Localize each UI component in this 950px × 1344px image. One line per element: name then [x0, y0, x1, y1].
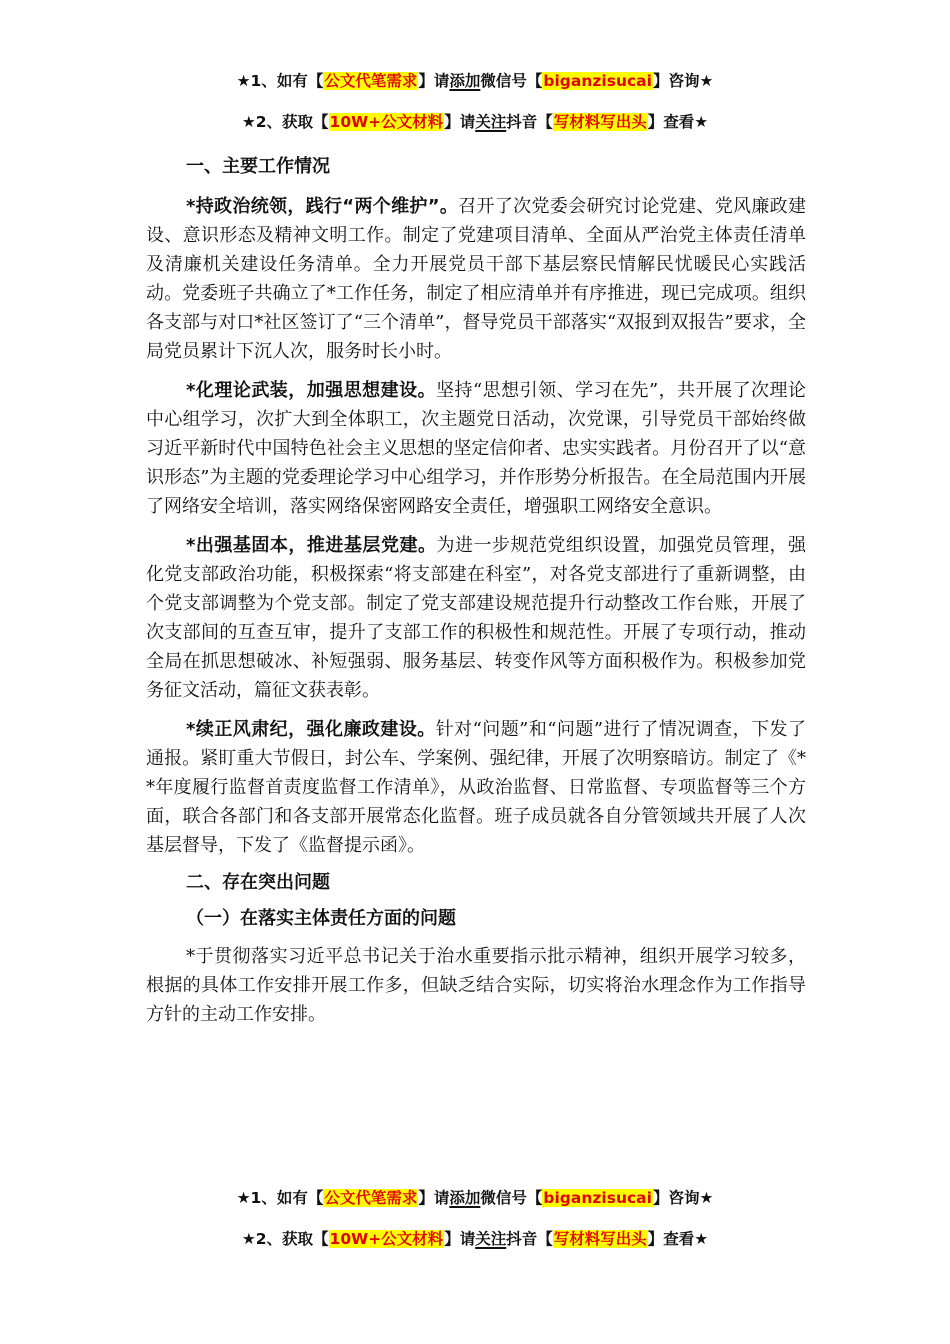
section-heading-1: 一、主要工作情况 — [186, 156, 330, 177]
paragraph-5: *于贯彻落实习近平总书记关于治水重要指示批示精神，组织开展学习较多，根据的具体工作安排开展工作多，但缺乏结合实际，切实将治水理念作为工作指导方针的主动工作安排。 — [146, 946, 806, 1025]
subsection-heading: （一）在落实主体责任方面的问题 — [186, 908, 456, 929]
section-heading-2: 二、存在突出问题 — [186, 872, 330, 893]
banner-text: ★1、如有【 — [236, 1189, 324, 1207]
banner-text: 】咨询★ — [652, 72, 714, 90]
paragraph-lead: *持政治统领，践行“两个维护”。 — [186, 196, 459, 217]
paragraph-lead: *出强基固本，推进基层党建。 — [186, 535, 437, 556]
highlight-douyin-id: 写材料写出头 — [553, 113, 647, 131]
promo-banner-top-2 — [0, 111, 950, 133]
banner-text: 】请 — [444, 1230, 476, 1248]
paragraph-3 — [146, 531, 806, 705]
paragraph-lead: *续正风肃纪，强化廉政建设。 — [186, 719, 436, 740]
underlined-follow: 关注 — [475, 1230, 507, 1248]
banner-text: 微信号【 — [480, 72, 543, 90]
highlight-ghostwriting: 公文代笔需求 — [324, 1189, 418, 1207]
highlight-wechat-id: biganzisucai — [543, 1189, 652, 1207]
banner-text: 】请 — [418, 72, 450, 90]
highlight-materials: 10W+公文材料 — [329, 113, 444, 131]
banner-text: ★2、获取【 — [241, 113, 329, 131]
underlined-add: 添加 — [449, 1189, 481, 1207]
highlight-ghostwriting: 公文代笔需求 — [324, 72, 418, 90]
banner-text: 】请 — [444, 113, 476, 131]
promo-banner-top-1 — [0, 70, 950, 92]
banner-text: 微信号【 — [480, 1189, 543, 1207]
paragraph-1 — [146, 192, 806, 366]
highlight-douyin-id: 写材料写出头 — [553, 1230, 647, 1248]
paragraph-text: 为进一步规范党组织设置，加强党员管理，强化党支部政治功能，积极探索“将支部建在科室”，对各党支部进行了重新调整，由个党支部调整为个党支部。制定了党支部建设规范提升行动整改工作台账，开展了次支部间的互查互审，提升了支部工作的积极性和规范性。开展了专项行动，推动全局在抓思想破冰、补短强弱、服务基层、转变作风等方面积极作为。积极参加党务征文活动，篇征文获表彰。 — [146, 535, 806, 701]
highlight-wechat-id: biganzisucai — [543, 72, 652, 90]
banner-text: 】请 — [418, 1189, 450, 1207]
banner-text: 抖音【 — [506, 113, 553, 131]
document-body — [146, 150, 806, 1039]
banner-text: 】查看★ — [647, 113, 709, 131]
paragraph-lead: *化理论武装，加强思想建设。 — [186, 380, 437, 401]
promo-banner-bottom-1 — [0, 1187, 950, 1209]
highlight-materials: 10W+公文材料 — [329, 1230, 444, 1248]
underlined-follow: 关注 — [475, 113, 507, 131]
banner-text: 】咨询★ — [652, 1189, 714, 1207]
paragraph-2 — [146, 376, 806, 521]
banner-text: ★2、获取【 — [241, 1230, 329, 1248]
banner-text: 】查看★ — [647, 1230, 709, 1248]
promo-banner-bottom-2 — [0, 1228, 950, 1250]
paragraph-text: 坚持“思想引领、学习在先”，共开展了次理论中心组学习，次扩大到全体职工，次主题党日活动，次党课，引导党员干部始终做习近平新时代中国特色社会主义思想的坚定信仰者、忠实实践者。月份召开了以“意识形态”为主题的党委理论学习中心组学习，并作形势分析报告。在全局范围内开展了网络安全培训，落实网络保密网路安全责任，增强职工网络安全意识。 — [146, 380, 806, 517]
banner-text: ★1、如有【 — [236, 72, 324, 90]
paragraph-text: 针对“问题”和“问题”进行了情况调查，下发了通报。紧盯重大节假日，封公车、学案例、强纪律，开展了次明察暗访。制定了《**年度履行监督首责度监督工作清单》，从政治监督、日常监督、专项监督等三个方面，联合各部门和各支部开展常态化监督。班子成员就各自分管领域共开展了人次基层督导，下发了《监督提示函》。 — [146, 719, 806, 856]
underlined-add: 添加 — [449, 72, 481, 90]
paragraph-4 — [146, 715, 806, 860]
paragraph-text: 召开了次党委会研究讨论党建、党风廉政建设、意识形态及精神文明工作。制定了党建项目清单、全面从严治党主体责任清单及清廉机关建设任务清单。全力开展党员干部下基层察民情解民忧暖民心实践活动。党委班子共确立了*工作任务，制定了相应清单并有序推进，现已完成项。组织各支部与对口*社区签订了“三个清单”，督导党员干部落实“双报到双报告”要求，全局党员累计下沉人次，服务时长小时。 — [146, 196, 806, 362]
banner-text: 抖音【 — [506, 1230, 553, 1248]
